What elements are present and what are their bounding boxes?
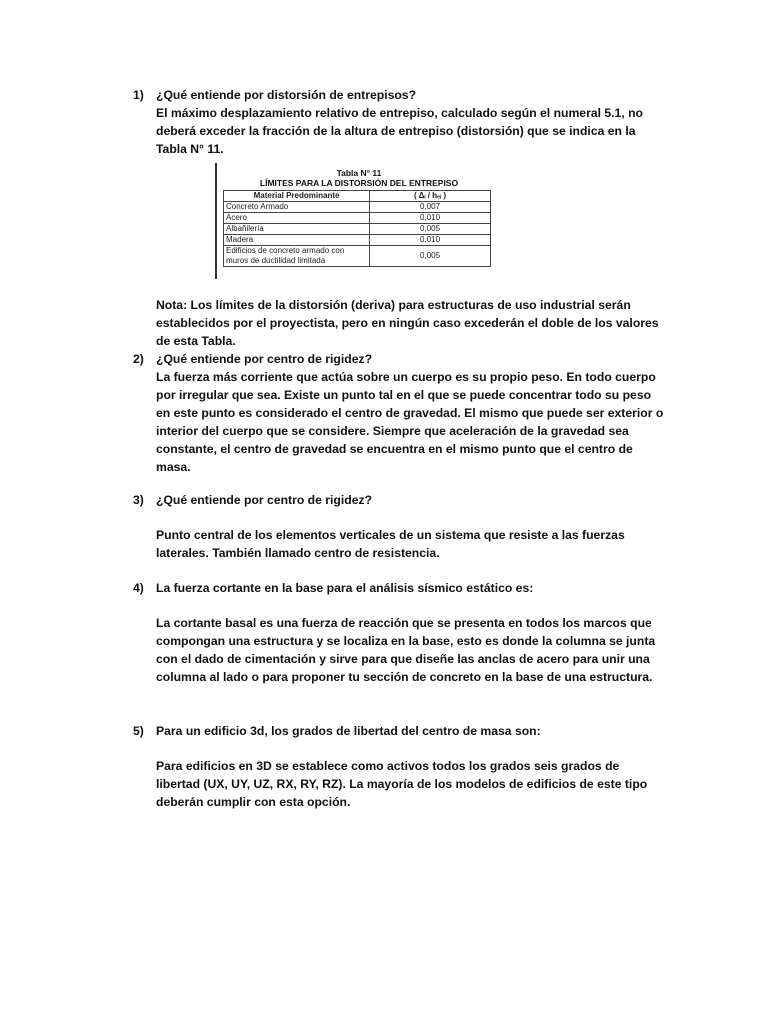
table-cell-value: 0,010 — [370, 235, 491, 246]
answer-1 — [156, 104, 666, 158]
question-number: 3) — [133, 493, 144, 507]
table-header-material: Material Predominante — [224, 191, 370, 202]
table-header-ratio: ( Δᵢ / hₑᵢ ) — [370, 191, 491, 202]
question-5 — [133, 722, 663, 740]
question-text: ¿Qué entiende por distorsión de entrepisos? — [156, 88, 417, 102]
table-cell-value: 0,005 — [370, 246, 491, 267]
distortion-limits-table — [215, 163, 493, 279]
table-row — [224, 246, 491, 267]
answer-paragraph: Punto central de los elementos verticales de un sistema que resiste a las fuerzas laterales. También llamado centro de resistencia. — [156, 528, 625, 560]
answer-paragraph: La fuerza más corriente que actúa sobre un cuerpo es su propio peso. En todo cuerpo por irregular que sea. Existe un punto tal en el que se puede concentrar todo su peso en este punto es considerado el centro de gravedad. El mismo que puede ser exterior o interior del cuerpo que se considere. Siempre que aceleración de la gravedad sea constante, el centro de gravedad se encuentra en el mismo punto que el centro de masa. — [156, 370, 664, 474]
table-cell-value: 0,010 — [370, 213, 491, 224]
table-left-border — [215, 163, 217, 279]
answer-paragraph: El máximo desplazamiento relativo de entrepiso, calculado según el numeral 5.1, no deberá exceder la fracción de la altura de entrepiso (distorsión) que se indica en la Tabla N° 11. — [156, 106, 643, 156]
question-text: ¿Qué entiende por centro de rigidez? — [156, 493, 373, 507]
question-text: La fuerza cortante en la base para el análisis sísmico estático es: — [156, 581, 534, 595]
table-cell-material: Edificios de concreto armado con muros de ductilidad limitada — [224, 246, 370, 267]
table-cell-material: Madera — [224, 235, 370, 246]
table-cell-material: Acero — [224, 213, 370, 224]
table-note — [156, 296, 666, 350]
question-1 — [133, 86, 663, 104]
question-number: 4) — [133, 581, 144, 595]
question-number: 5) — [133, 724, 144, 738]
table-subtitle: LÍMITES PARA LA DISTORSIÓN DEL ENTREPISO — [259, 178, 459, 188]
answer-paragraph: Para edificios en 3D se establece como activos todos los grados seis grados de libertad (UX, UY, UZ, RX, RY, RZ). La mayoría de los modelos de edificios de este tipo deberán cumplir con esta opción. — [156, 759, 648, 809]
question-text: Para un edificio 3d, los grados de libertad del centro de masa son: — [156, 724, 541, 738]
table-title: Tabla N° 11 — [336, 168, 382, 178]
question-3 — [133, 491, 663, 509]
question-2 — [133, 350, 663, 368]
table-cell-value: 0,005 — [370, 224, 491, 235]
answer-3 — [156, 526, 666, 562]
question-text: ¿Qué entiende por centro de rigidez? — [156, 352, 373, 366]
table-row — [224, 235, 491, 246]
table-cell-value: 0,007 — [370, 202, 491, 213]
table-cell-material: Concreto Armado — [224, 202, 370, 213]
answer-4 — [156, 614, 666, 686]
answer-2 — [156, 368, 666, 476]
table-row — [224, 213, 491, 224]
answer-5 — [156, 757, 666, 811]
question-number: 2) — [133, 352, 144, 366]
table-grid — [223, 190, 491, 267]
question-number: 1) — [133, 88, 144, 102]
question-4 — [133, 579, 663, 597]
table-row — [224, 224, 491, 235]
table-header-row — [224, 191, 491, 202]
table-row — [224, 202, 491, 213]
table-cell-material: Albañilería — [224, 224, 370, 235]
answer-paragraph: La cortante basal es una fuerza de reacción que se presenta en todos los marcos que compongan una estructura y se localiza en la base, esto es donde la columna se junta con el dado de cimentación y sirve para que diseñe las anclas de acero para unir una columna al lado o para proponer tu sección de concreto en la base de una estructura. — [156, 616, 656, 684]
note-paragraph: Nota: Los límites de la distorsión (deriva) para estructuras de uso industrial serán establecidos por el proyectista, pero en ningún caso excederán el doble de los valores de esta Tabla. — [156, 298, 659, 348]
